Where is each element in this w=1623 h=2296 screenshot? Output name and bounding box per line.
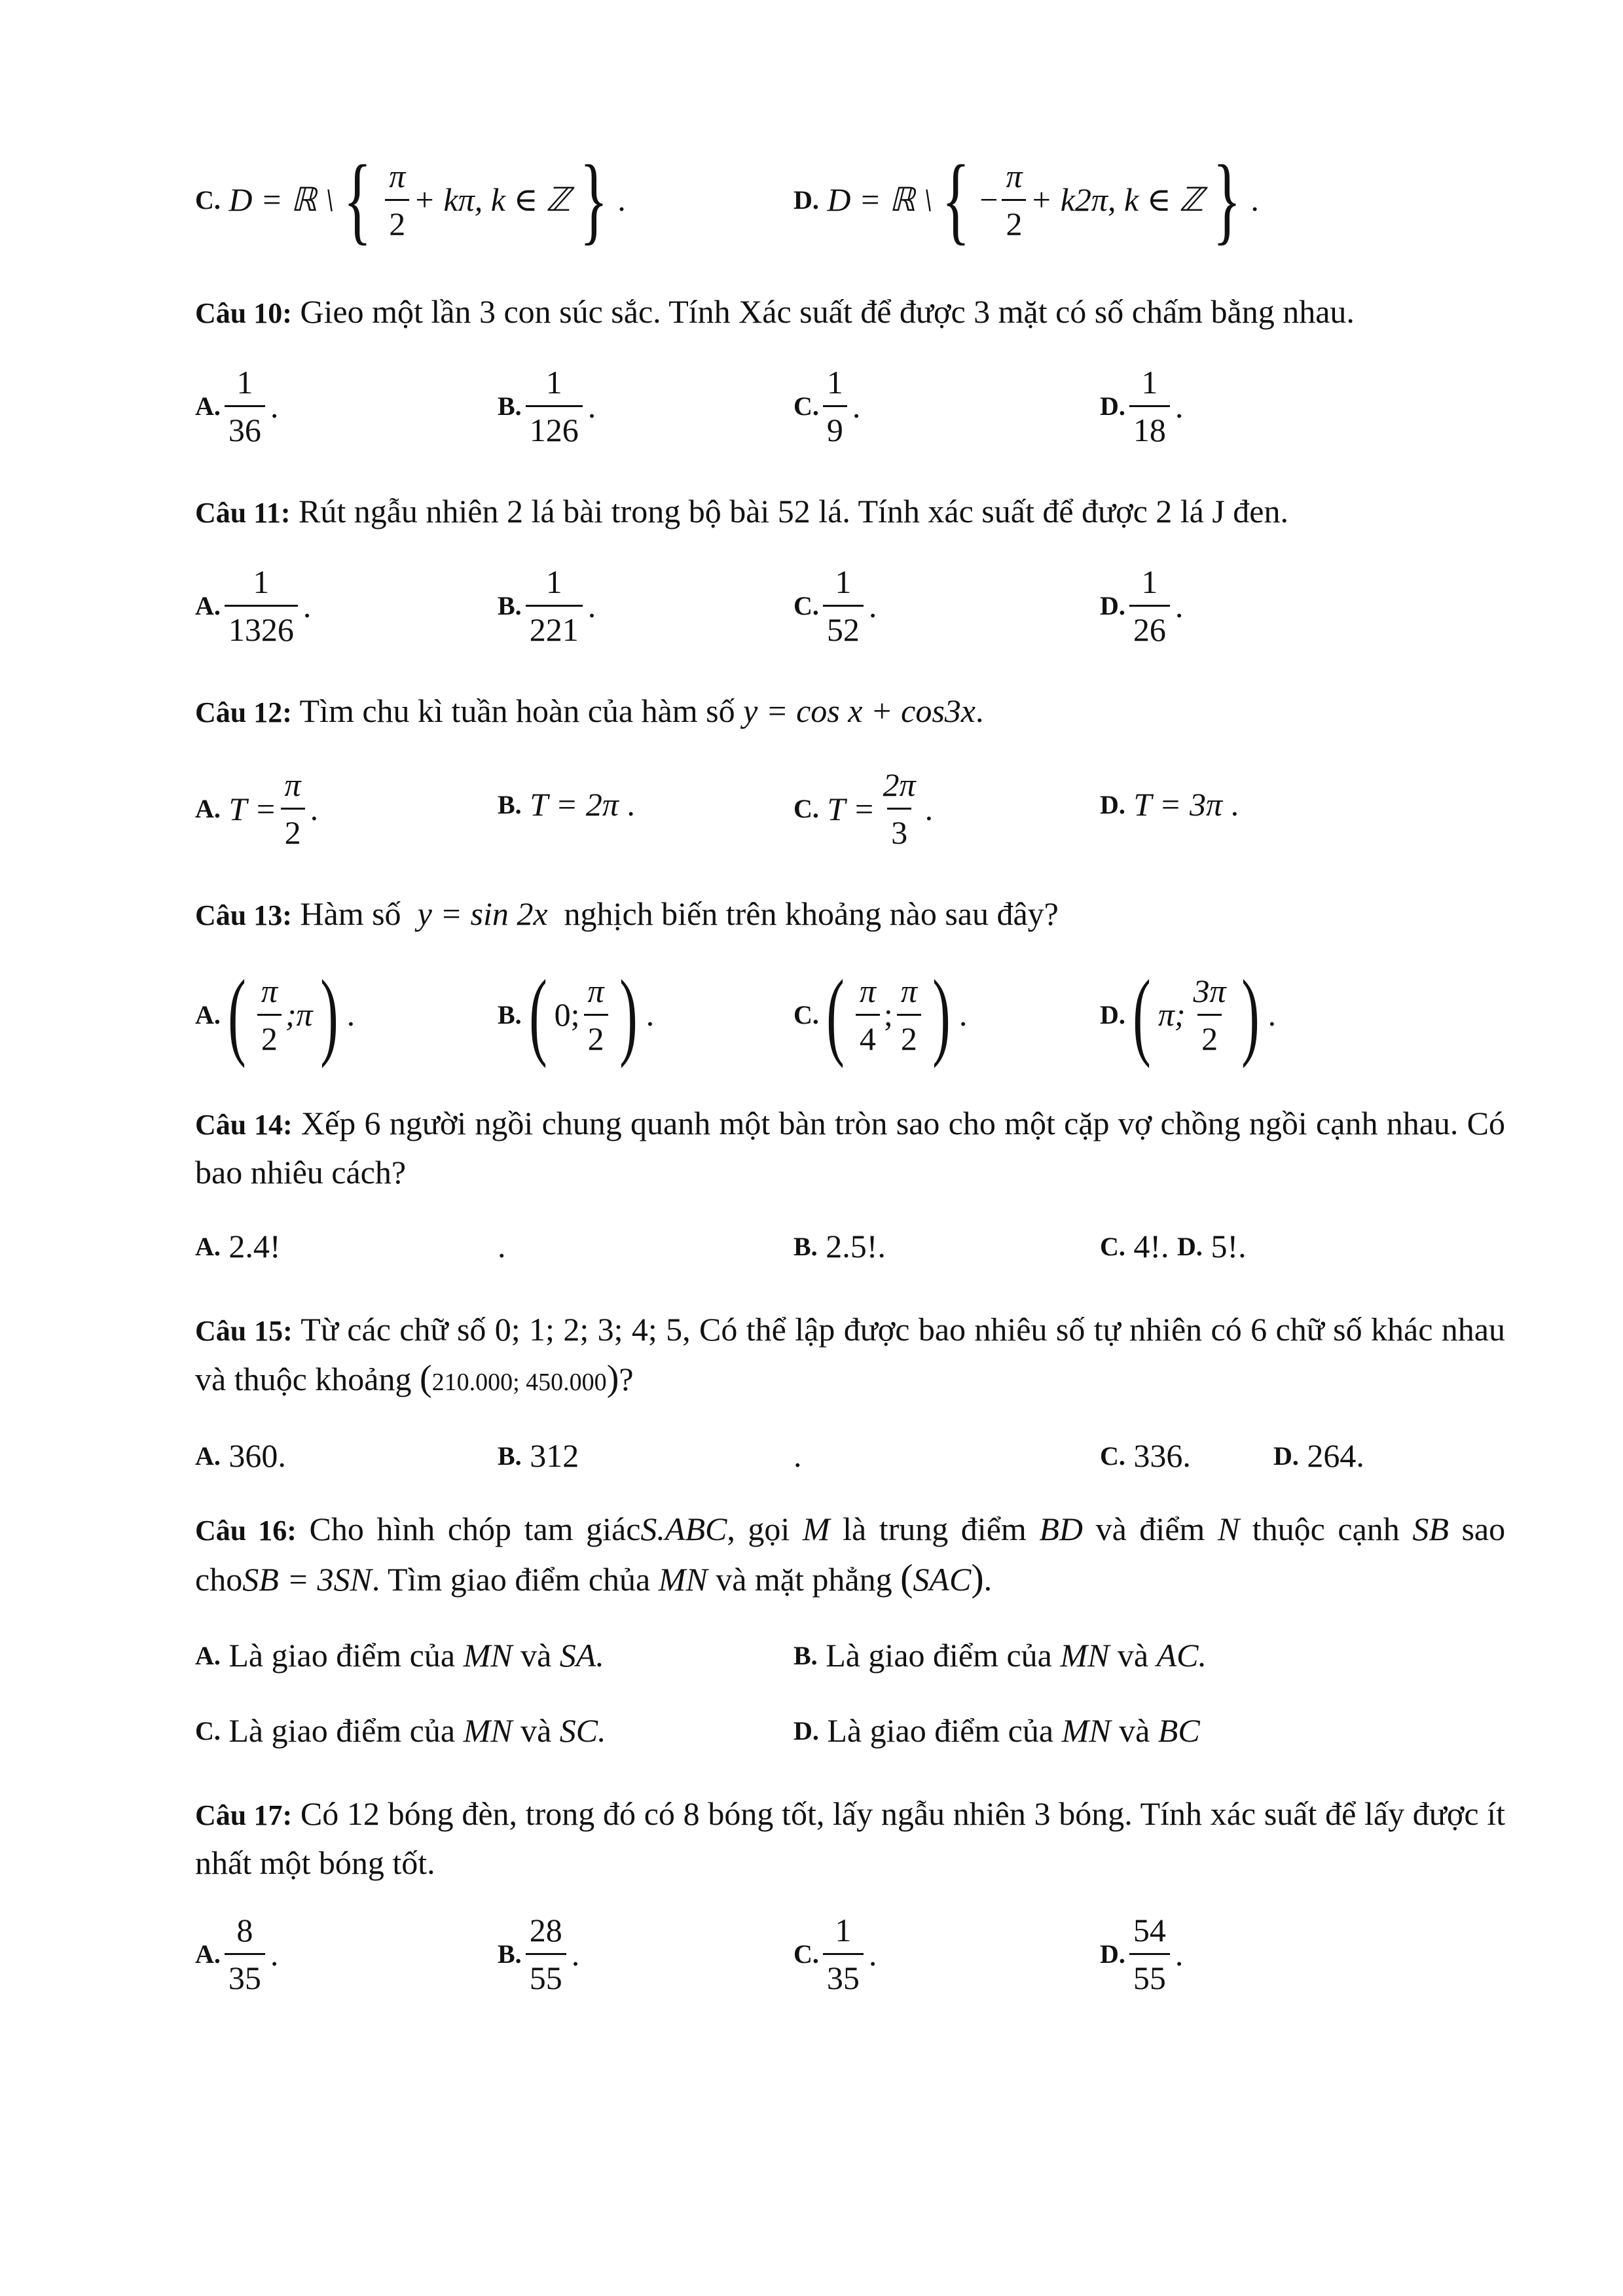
q9-option-c: C. D = ℝ \ { $\frac{\pi}{2}$ + kπ, k ∈ ℤ } . — [195, 145, 626, 254]
q16-option-a: A. Là giao điểm của MN và SA. — [195, 1637, 604, 1674]
q13-option-a: A. ( $\frac{\pi}{2}$ ;π ) . — [195, 960, 356, 1069]
q17-option-c: C. $\frac{1}{35}$ . — [793, 1912, 877, 1996]
fraction: $\frac{\pi}{2}$ — [385, 157, 409, 243]
q10-option-b: B. $\frac{1}{126}$ . — [498, 364, 596, 448]
q15-stray-dot: . — [793, 1437, 802, 1474]
q17-option-a: A. $\frac{8}{35}$ . — [195, 1912, 279, 1996]
question-15: Câu 15: Từ các chữ số 0; 1; 2; 3; 4; 5, Có thể lập được bao nhiêu số tự nhiên có 6 chữ số khác nhau và thuộc khoảng (210.000; 450.000)? — [195, 1311, 1505, 1399]
q10-option-c: C. $\frac{1}{9}$ . — [793, 364, 861, 448]
q9-option-d: D. D = ℝ \ { − $\frac{\pi}{2}$ + k2π, k ∈ ℤ } . — [793, 145, 1259, 254]
q13-option-d: D. ( π; $\frac{3\pi}{2}$ ) . — [1100, 960, 1277, 1069]
q14-option-b: B. 2.5!. — [793, 1228, 886, 1265]
q12-option-b: B. T = 2π . — [498, 786, 635, 823]
q14-stray-dot: . — [498, 1228, 506, 1265]
q17-option-b: B. $\frac{28}{55}$ . — [498, 1912, 580, 1996]
question-13: Câu 13: Hàm số y = sin 2x nghịch biến trên khoảng nào sau đây? — [195, 895, 1059, 932]
question-11: Câu 11: Rút ngẫu nhiên 2 lá bài trong bộ bài 52 lá. Tính xác suất để được 2 lá J đen. — [195, 493, 1288, 529]
q15-option-a: A. 360. — [195, 1437, 286, 1474]
q12-option-d: D. T = 3π . — [1100, 786, 1239, 823]
q16-option-c: C. Là giao điểm của MN và SC. — [195, 1712, 606, 1749]
q11-option-c: C. $\frac{1}{52}$ . — [793, 564, 877, 648]
q17-option-d: D. $\frac{54}{55}$ . — [1100, 1912, 1184, 1996]
q11-option-b: B. $\frac{1}{221}$ . — [498, 564, 596, 648]
q12-option-a: A. T = $\frac{\pi}{2}$ . — [195, 766, 319, 851]
q14-option-a: A. 2.4! — [195, 1228, 281, 1265]
question-16: Câu 16: Cho hình chóp tam giácS.ABC, gọi M là trung điểm BD và điểm N thuộc cạnh SB sao choSB = 3SN. Tìm giao điểm chủa MN và mặt phẳng (SAC). — [195, 1511, 1506, 1599]
question-17: Câu 17: Có 12 bóng đèn, trong đó có 8 bóng tốt, lấy ngẫu nhiên 3 bóng. Tính xác suất để lấy được ít nhất một bóng tốt. — [195, 1795, 1506, 1881]
q15-option-b: B. 312 — [498, 1437, 579, 1474]
question-12: Câu 12: Tìm chu kì tuần hoàn của hàm số y = cos x + cos3x. — [195, 692, 984, 729]
question-10: Câu 10: Gieo một lần 3 con súc sắc. Tính Xác suất để được 3 mặt có số chấm bằng nhau. — [195, 293, 1355, 330]
q15-option-c: C. 336. — [1100, 1437, 1191, 1474]
q11-option-a: A. $\frac{1}{1326}$ . — [195, 564, 312, 648]
q11-option-d: D. $\frac{1}{26}$ . — [1100, 564, 1184, 648]
q14-option-c-d: C. 4!. D. 5!. — [1100, 1228, 1247, 1265]
q13-option-b: B. ( 0; $\frac{\pi}{2}$ ) . — [498, 960, 655, 1069]
q16-option-b: B. Là giao điểm của MN và AC. — [793, 1637, 1207, 1674]
q10-option-d: D. $\frac{1}{18}$ . — [1100, 364, 1184, 448]
q16-option-d: D. Là giao điểm của MN và BC — [793, 1712, 1200, 1749]
q10-option-a: A. $\frac{1}{36}$ . — [195, 364, 279, 448]
fraction: $\frac{\pi}{2}$ — [1002, 157, 1026, 243]
q12-option-c: C. T = $\frac{2\pi}{3}$ . — [793, 766, 934, 851]
question-14: Câu 14: Xếp 6 người ngồi chung quanh một bàn tròn sao cho một cặp vợ chồng ngồi cạnh nhau. Có bao nhiêu cách? — [195, 1105, 1505, 1191]
q13-option-c: C. ( $\frac{\pi}{4}$ ; $\frac{\pi}{2}$ ) . — [793, 960, 968, 1069]
q15-option-d: D. 264. — [1273, 1437, 1364, 1474]
